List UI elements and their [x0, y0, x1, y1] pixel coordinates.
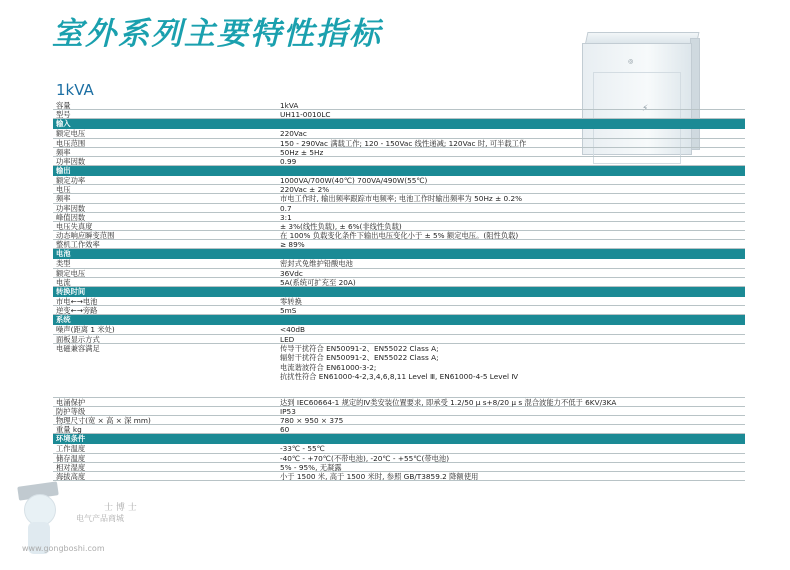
warning-sign-icon: ⚡: [642, 104, 649, 114]
spec-row: [53, 185, 745, 194]
spec-row: [53, 278, 745, 287]
spec-row: [53, 139, 745, 148]
spec-row: [53, 325, 745, 334]
spec-value-line: 抗扰性符合 EN61000-4-2,3,4,6,8,11 Level Ⅲ, EN61000-4-5 Level Ⅳ: [280, 372, 519, 382]
spec-value: 50Hz ± 5Hz: [280, 147, 324, 157]
section-title: 环境条件: [56, 434, 86, 444]
spec-row: [53, 176, 745, 185]
spec-row: [53, 444, 745, 453]
spec-label: 电压范围: [56, 138, 86, 148]
spec-row: [53, 231, 745, 240]
spec-row: [53, 101, 745, 110]
spec-label: 工作温度: [56, 444, 86, 454]
spec-row: [53, 306, 745, 315]
spec-row: [53, 240, 745, 249]
section-header: [53, 166, 745, 176]
spec-value: UH11-0010LC: [280, 110, 331, 120]
spec-label: 防护等级: [56, 406, 86, 416]
spec-value: ≥ 89%: [280, 240, 305, 250]
spec-value: 0.99: [280, 156, 297, 166]
spec-row: [53, 425, 745, 434]
watermark-tagline: 电气产品商城: [76, 514, 124, 523]
spec-value: 在 100% 负载变化条件下输出电压变化小于 ± 5% 额定电压。(阻性负载): [280, 230, 519, 240]
section-header: [53, 434, 745, 444]
watermark-brand: 士 博 士: [104, 503, 137, 513]
spec-label: 噪声(距离 1 米处): [56, 325, 115, 335]
spec-label: 重量 kg: [56, 425, 82, 435]
spec-value: 零转换: [280, 296, 302, 306]
spec-value-line: 传导干扰符合 EN50091-2、EN55022 Class A;: [280, 343, 439, 353]
spec-label: 电磁兼容满足: [56, 343, 100, 353]
spec-row: [53, 259, 745, 268]
spec-label: 型号: [56, 110, 71, 120]
spec-row: [53, 204, 745, 213]
spec-label: 市电←→电池: [56, 296, 98, 306]
spec-label: 逆变←→旁路: [56, 306, 98, 316]
spec-value: <40dB: [280, 325, 306, 335]
spec-label: 电涌保护: [56, 397, 86, 407]
spec-label: 电流: [56, 277, 71, 287]
spec-value-list: [280, 344, 518, 382]
spec-label: 物理尺寸(宽 × 高 × 深 mm): [56, 415, 151, 425]
spec-value: ± 3%(线性负载), ± 6%(非线性负载): [280, 221, 402, 231]
spec-label: 频率: [56, 147, 71, 157]
spec-label: 频率: [56, 194, 71, 204]
spec-value: 220Vac: [280, 129, 307, 139]
spec-value: 0.7: [280, 203, 292, 213]
spec-value: 3:1: [280, 212, 292, 222]
spec-value: 1000VA/700W(40℃) 700VA/490W(55℃): [280, 176, 428, 186]
section-title: 输入: [56, 119, 71, 129]
spec-value: 5A(系统可扩充至 20A): [280, 277, 356, 287]
spec-label: 海拔高度: [56, 471, 86, 481]
spec-value: 5mS: [280, 306, 297, 316]
spec-label: 电压: [56, 185, 71, 195]
spec-row: [53, 463, 745, 472]
spec-value: 小于 1500 米, 高于 1500 米时, 参照 GB/T3859.2 降额使用: [280, 471, 479, 481]
section-header: [53, 119, 745, 129]
spec-value: -33℃ - 55℃: [280, 444, 325, 454]
page-title: 室外系列主要特性指标: [52, 16, 382, 52]
spec-label: 容量: [56, 101, 71, 110]
spec-value: 密封式免维护铅酸电池: [280, 259, 353, 269]
section-header: [53, 315, 745, 325]
spec-label: 相对湿度: [56, 462, 86, 472]
model-heading: 1kVA: [56, 81, 94, 99]
spec-row: [53, 148, 745, 157]
section-title: 转换时间: [56, 286, 86, 296]
spec-label: 功率因数: [56, 156, 86, 166]
spec-label: 峰值因数: [56, 212, 86, 222]
watermark: [8, 476, 168, 570]
spec-row: [53, 222, 745, 231]
spec-row: [53, 297, 745, 306]
spec-value: 60: [280, 425, 290, 435]
spec-row: [53, 269, 745, 278]
spec-row: [53, 110, 745, 119]
spec-row: [53, 335, 745, 344]
spec-value: IP53: [280, 406, 296, 416]
spec-row: [53, 454, 745, 463]
spec-label: 功率因数: [56, 203, 86, 213]
spec-label: 额定功率: [56, 176, 86, 186]
spec-label: 类型: [56, 259, 71, 269]
spec-row: [53, 398, 745, 407]
spec-value: 市电工作时, 输出频率跟踪市电频率; 电池工作时输出频率为 50Hz ± 0.2%: [280, 194, 523, 204]
section-header: [53, 249, 745, 259]
spec-row: [53, 344, 745, 398]
spec-value: LED: [280, 334, 295, 344]
spec-value: 150 - 290Vac 满载工作; 120 - 150Vac 线性递减; 120Vac 时, 可半载工作: [280, 138, 527, 148]
brand-mark-icon: ◎: [628, 58, 634, 65]
spec-value: -40℃ - +70℃(不带电池), -20℃ - +55℃(带电池): [280, 453, 450, 463]
spec-row: [53, 213, 745, 222]
spec-row: [53, 129, 745, 138]
spec-row: [53, 194, 745, 203]
watermark-url: www.gongboshi.com: [22, 544, 105, 553]
spec-label: 额定电压: [56, 268, 86, 278]
spec-label: 电压失真度: [56, 221, 93, 231]
section-title: 输出: [56, 165, 71, 175]
spec-row: [53, 157, 745, 166]
spec-value: 780 × 950 × 375: [280, 415, 344, 425]
spec-row: [53, 407, 745, 416]
spec-value: 36Vdc: [280, 268, 303, 278]
spec-value-line: 辐射干扰符合 EN50091-2、EN55022 Class A;: [280, 353, 439, 363]
spec-label: 额定电压: [56, 129, 86, 139]
section-title: 电池: [56, 249, 71, 259]
spec-value: 5% - 95%, 无凝露: [280, 462, 342, 472]
spec-value: 达到 IEC60664-1 规定的Ⅳ类安装位置要求, 即承受 1.2/50 μ s+8/20 μ s 混合波能力不低于 6KV/3KA: [280, 397, 617, 407]
spec-label: 整机工作效率: [56, 240, 100, 250]
section-title: 系统: [56, 315, 71, 325]
spec-label: 面板显示方式: [56, 334, 100, 344]
spec-label: 动态响应瞬变范围: [56, 230, 115, 240]
spec-value-line: 电流谐波符合 EN61000-3-2;: [280, 362, 377, 372]
spec-value: 220Vac ± 2%: [280, 185, 330, 195]
spec-value: 1kVA: [280, 101, 299, 110]
spec-label: 储存温度: [56, 453, 86, 463]
section-header: [53, 287, 745, 297]
spec-table: [53, 101, 745, 481]
spec-row: [53, 416, 745, 425]
